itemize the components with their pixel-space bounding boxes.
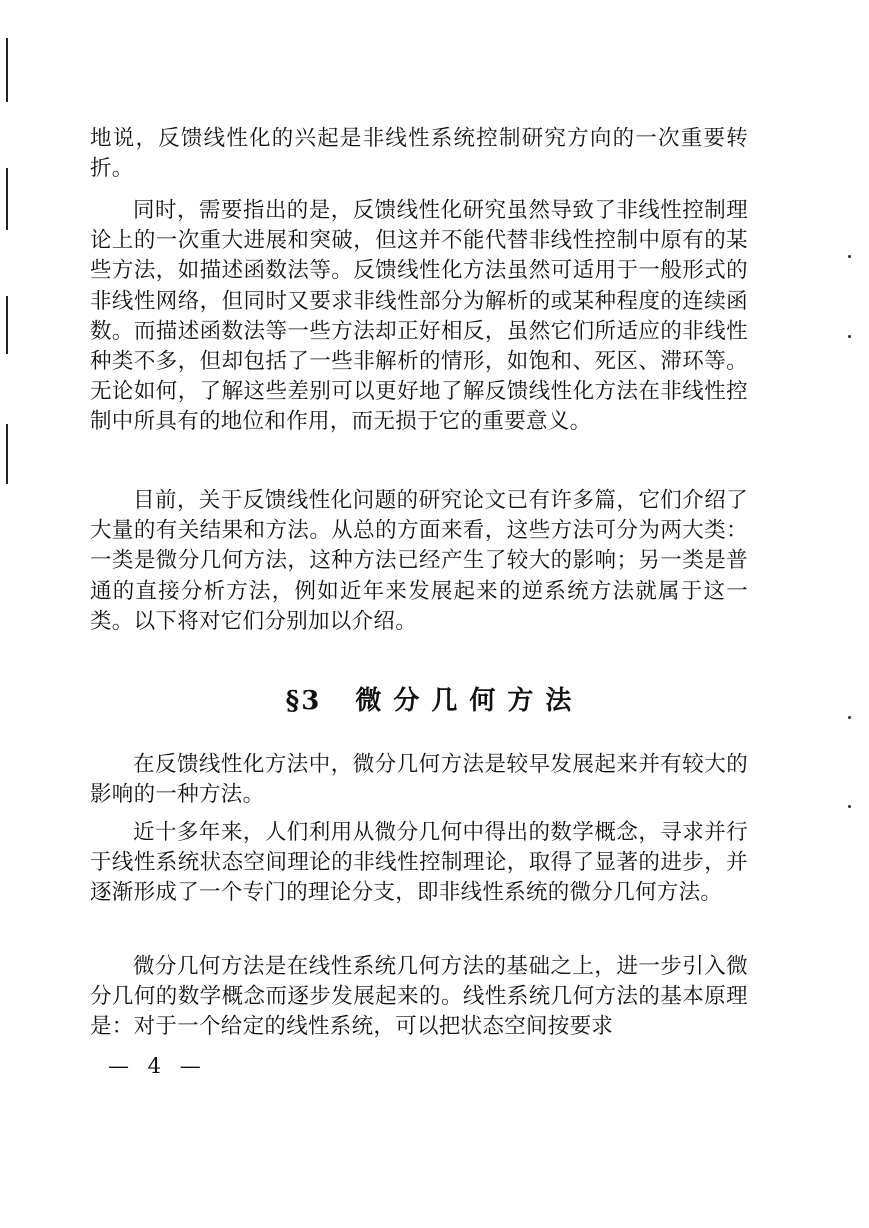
paragraph-differential-geometry-intro: 在反馈线性化方法中，微分几何方法是较早发展起来并有较大的影响的一种方法。: [90, 752, 748, 808]
scan-speck: [848, 255, 851, 258]
section-heading: [0, 680, 869, 717]
paragraph-recent-progress: 近十多年来，人们利用从微分几何中得出的数学概念，寻求并行于线性系统状态空间理论的非线性控制理论，取得了显著的进步，并逐渐形成了一个专门的理论分支，即非线性系统的微分几何方法。: [90, 820, 748, 906]
scan-edge-mark: [6, 424, 8, 484]
section-title: 微分几何方法: [355, 686, 584, 716]
page-number: — 4 —: [108, 1054, 207, 1078]
paragraph-research-overview: 目前，关于反馈线性化问题的研究论文已有许多篇，它们介绍了大量的有关结果和方法。从总的方面来看，这些方法可分为两大类：一类是微分几何方法，这种方法已经产生了较大的影响；另一类是普通的直接分析方法，例如近年来发展起来的逆系统方法就属于这一类。以下将对它们分别加以介绍。: [90, 488, 748, 634]
scan-edge-mark: [6, 296, 8, 354]
paragraph-method-basis: 微分几何方法是在线性系统几何方法的基础之上，进一步引入微分几何的数学概念而逐步发展起来的。线性系统几何方法的基本原理是：对于一个给定的线性系统，可以把状态空间按要求: [90, 954, 748, 1040]
section-number: §3: [285, 686, 322, 716]
paragraph-continuation: 地说，反馈线性化的兴起是非线性系统控制研究方向的一次重要转折。: [90, 126, 748, 182]
scan-edge-mark: [6, 38, 8, 102]
scan-edge-mark: [6, 168, 8, 230]
scan-speck: [848, 335, 851, 338]
scan-speck: [848, 805, 851, 808]
paragraph-feedback-limitations: 同时，需要指出的是，反馈线性化研究虽然导致了非线性控制理论上的一次重大进展和突破，但这并不能代替非线性控制中原有的某些方法，如描述函数法等。反馈线性化方法虽然可适用于一般形式的非线性网络，但同时又要求非线性部分为解析的或某种程度的连续函数。而描述函数法等一些方法却正好相反，虽然它们所适应的非线性种类不多，但却包括了一些非解析的情形，如饱和、死区、滞环等。无论如何，了解这些差别可以更好地了解反馈线性化方法在非线性控制中所具有的地位和作用，而无损于它的重要意义。: [90, 198, 748, 435]
